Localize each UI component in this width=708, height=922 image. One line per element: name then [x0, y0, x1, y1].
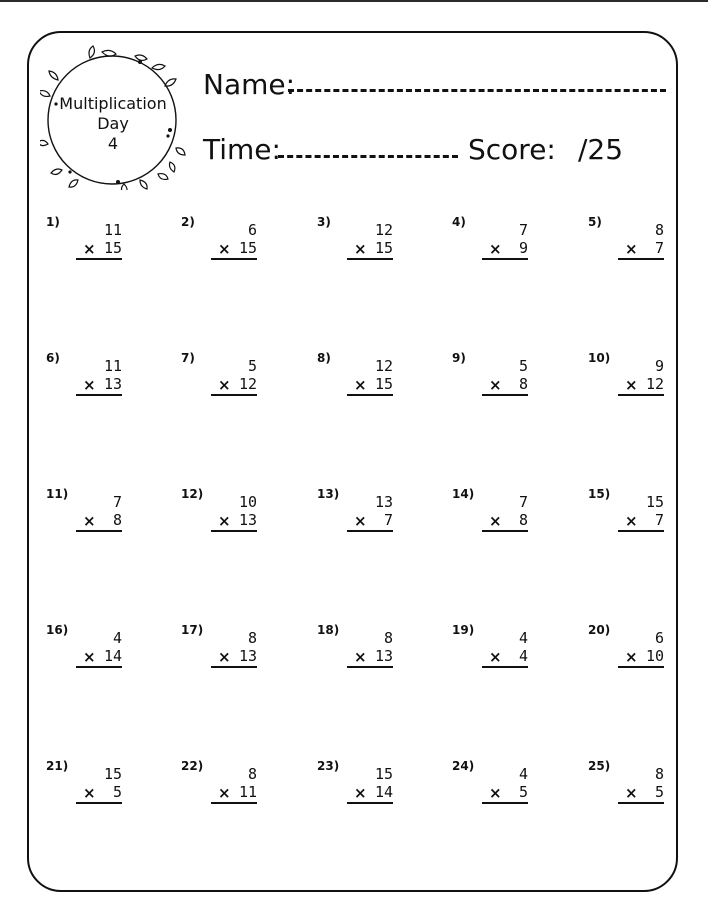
title-badge: [40, 44, 186, 190]
problem-number: 11): [46, 487, 69, 501]
problem-top: 12: [374, 357, 393, 375]
problem-item: [317, 351, 407, 401]
problem-number: 17): [181, 623, 204, 637]
problem-item: [181, 759, 271, 809]
problem-top: 10: [238, 493, 257, 511]
problem-number: 9): [452, 351, 466, 365]
problem-top: 11: [103, 357, 122, 375]
multiply-sign: ×: [625, 240, 638, 258]
problem-top: 4: [112, 629, 122, 647]
multiply-sign: ×: [489, 784, 502, 802]
multiply-sign: ×: [83, 376, 96, 394]
problem-item: [452, 759, 542, 809]
problem-item: [588, 215, 678, 265]
problem-number: 24): [452, 759, 475, 773]
problem-top: 4: [518, 629, 528, 647]
problem-item: [46, 215, 136, 265]
problem-top: 7: [518, 493, 528, 511]
problem-item: [46, 487, 136, 537]
multiply-sign: ×: [83, 512, 96, 530]
problem-bottom: 15: [347, 375, 393, 396]
problem-top: 6: [654, 629, 664, 647]
problem-item: [588, 487, 678, 537]
problem-top: 7: [518, 221, 528, 239]
problem-bottom: 13: [211, 647, 257, 668]
badge-line-2: Day: [97, 114, 129, 133]
problem-number: 15): [588, 487, 611, 501]
problem-bottom: 7: [618, 239, 664, 260]
multiply-sign: ×: [625, 376, 638, 394]
problem-bottom: 12: [618, 375, 664, 396]
problem-item: [452, 623, 542, 673]
problem-number: 5): [588, 215, 602, 229]
problem-bottom: 14: [347, 783, 393, 804]
problem-bottom: 13: [76, 375, 122, 396]
problem-bottom: 11: [211, 783, 257, 804]
time-field[interactable]: [278, 155, 458, 158]
problem-top: 15: [103, 765, 122, 783]
problem-item: [452, 487, 542, 537]
multiply-sign: ×: [354, 376, 367, 394]
problem-item: [452, 351, 542, 401]
problem-number: 22): [181, 759, 204, 773]
problem-item: [588, 623, 678, 673]
problem-bottom: 12: [211, 375, 257, 396]
problem-bottom: 15: [211, 239, 257, 260]
multiply-sign: ×: [83, 784, 96, 802]
problem-bottom: 8: [76, 511, 122, 532]
problem-item: [317, 487, 407, 537]
problem-top: 8: [654, 765, 664, 783]
multiply-sign: ×: [489, 240, 502, 258]
score-total: /25: [578, 133, 624, 166]
problem-bottom: 4: [482, 647, 528, 668]
problem-bottom: 15: [76, 239, 122, 260]
problem-bottom: 7: [347, 511, 393, 532]
score-label: Score:: [468, 133, 556, 166]
problem-item: [317, 623, 407, 673]
problem-top: 7: [112, 493, 122, 511]
problem-bottom: 5: [618, 783, 664, 804]
problem-bottom: 10: [618, 647, 664, 668]
problem-top: 8: [654, 221, 664, 239]
problem-number: 6): [46, 351, 60, 365]
problem-number: 13): [317, 487, 340, 501]
problem-number: 10): [588, 351, 611, 365]
multiply-sign: ×: [218, 376, 231, 394]
problem-top: 8: [247, 629, 257, 647]
problem-top: 5: [247, 357, 257, 375]
problem-top: 8: [247, 765, 257, 783]
problem-bottom: 14: [76, 647, 122, 668]
problem-item: [317, 215, 407, 265]
badge-line-3: 4: [107, 134, 119, 153]
problem-item: [588, 759, 678, 809]
problem-bottom: 13: [347, 647, 393, 668]
problem-item: [46, 623, 136, 673]
problem-item: [181, 351, 271, 401]
multiply-sign: ×: [218, 784, 231, 802]
problem-item: [46, 759, 136, 809]
multiply-sign: ×: [625, 512, 638, 530]
time-label: Time:: [203, 133, 281, 166]
problem-bottom: 7: [618, 511, 664, 532]
problem-top: 5: [518, 357, 528, 375]
problem-number: 12): [181, 487, 204, 501]
problem-item: [181, 215, 271, 265]
problem-number: 7): [181, 351, 195, 365]
multiply-sign: ×: [625, 648, 638, 666]
name-label: Name:: [203, 68, 296, 101]
problem-number: 2): [181, 215, 195, 229]
problem-bottom: 13: [211, 511, 257, 532]
problem-top: 12: [374, 221, 393, 239]
problem-number: 25): [588, 759, 611, 773]
problem-top: 15: [374, 765, 393, 783]
problem-top: 15: [645, 493, 664, 511]
problem-item: [181, 487, 271, 537]
problem-number: 23): [317, 759, 340, 773]
multiply-sign: ×: [83, 648, 96, 666]
problem-item: [181, 623, 271, 673]
problem-item: [452, 215, 542, 265]
problem-bottom: 8: [482, 511, 528, 532]
badge-line-1: Multiplication: [59, 94, 167, 113]
multiply-sign: ×: [354, 784, 367, 802]
problem-number: 20): [588, 623, 611, 637]
problem-number: 16): [46, 623, 69, 637]
multiply-sign: ×: [218, 512, 231, 530]
problem-item: [588, 351, 678, 401]
problem-bottom: 15: [347, 239, 393, 260]
problem-item: [46, 351, 136, 401]
problem-number: 3): [317, 215, 331, 229]
multiply-sign: ×: [489, 376, 502, 394]
top-border-line: [0, 0, 708, 2]
multiply-sign: ×: [354, 648, 367, 666]
multiply-sign: ×: [354, 512, 367, 530]
problem-number: 14): [452, 487, 475, 501]
multiply-sign: ×: [83, 240, 96, 258]
problem-number: 4): [452, 215, 466, 229]
problem-number: 18): [317, 623, 340, 637]
problem-bottom: 5: [76, 783, 122, 804]
name-field[interactable]: [288, 89, 666, 92]
problem-number: 19): [452, 623, 475, 637]
multiply-sign: ×: [489, 512, 502, 530]
multiply-sign: ×: [625, 784, 638, 802]
problem-bottom: 9: [482, 239, 528, 260]
problem-top: 9: [654, 357, 664, 375]
multiply-sign: ×: [489, 648, 502, 666]
problem-top: 11: [103, 221, 122, 239]
problem-bottom: 5: [482, 783, 528, 804]
multiply-sign: ×: [218, 240, 231, 258]
multiply-sign: ×: [354, 240, 367, 258]
multiply-sign: ×: [218, 648, 231, 666]
problem-bottom: 8: [482, 375, 528, 396]
problem-top: 4: [518, 765, 528, 783]
badge-title: [40, 94, 186, 154]
problem-top: 6: [247, 221, 257, 239]
problem-item: [317, 759, 407, 809]
problem-number: 1): [46, 215, 60, 229]
problem-number: 8): [317, 351, 331, 365]
problem-top: 8: [383, 629, 393, 647]
problem-top: 13: [374, 493, 393, 511]
problem-number: 21): [46, 759, 69, 773]
